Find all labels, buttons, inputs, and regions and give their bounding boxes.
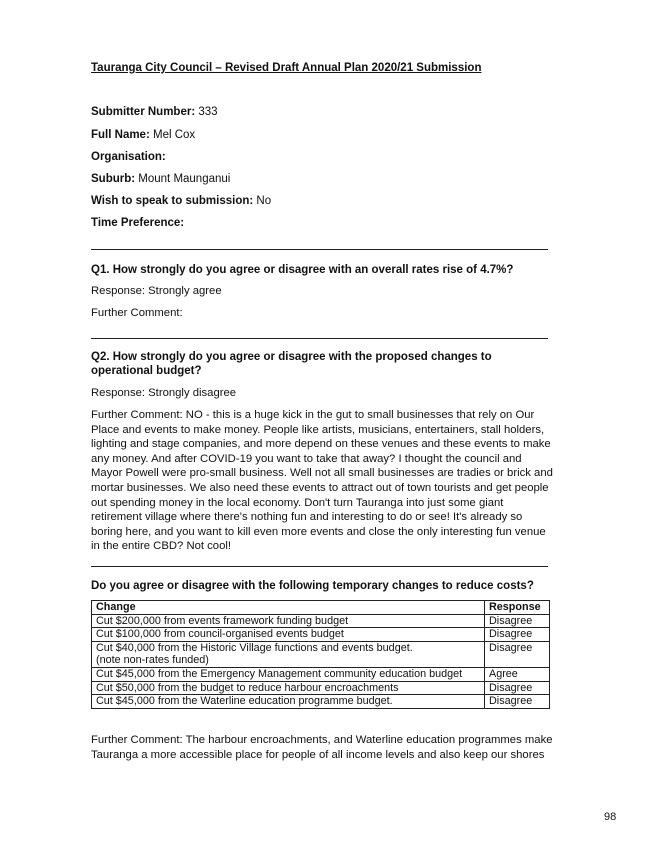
wish-to-speak-value: No xyxy=(256,195,272,207)
q1-question: Q1. How strongly do you agree or disagree with an overall rates rise of 4.7%? xyxy=(91,264,514,276)
document-title: Tauranga City Council – Revised Draft Annual Plan 2020/21 Submission xyxy=(91,62,482,74)
q2-question: Q2. How strongly do you agree or disagree with the proposed changes to operational budget? xyxy=(91,351,492,377)
table-row xyxy=(92,681,550,695)
change-cell: Cut $50,000 from the budget to reduce harbour encroachments xyxy=(92,681,485,695)
page-number: 98 xyxy=(604,811,617,823)
suburb xyxy=(91,173,230,185)
table-row xyxy=(92,614,550,628)
change-cell: Cut $45,000 from the Waterline education programme budget. xyxy=(92,695,485,709)
change-cell xyxy=(92,641,485,667)
change-cell: Cut $100,000 from council-organised events budget xyxy=(92,628,485,642)
change-cell: Cut $200,000 from events framework funding budget xyxy=(92,614,485,628)
column-header-change: Change xyxy=(92,601,485,615)
wish-to-speak xyxy=(91,195,271,207)
change-text: Cut $40,000 from the Historic Village functions and events budget. xyxy=(96,641,413,654)
response-cell: Disagree xyxy=(485,695,550,709)
submitter-number-value: 333 xyxy=(198,106,218,118)
full-name-label: Full Name: xyxy=(91,129,150,141)
table-row xyxy=(92,667,550,681)
cost-changes-table xyxy=(91,600,550,709)
full-name-value: Mel Cox xyxy=(153,129,196,141)
suburb-value: Mount Maunganui xyxy=(138,173,231,185)
submitter-number xyxy=(91,106,218,118)
q3-question: Do you agree or disagree with the following temporary changes to reduce costs? xyxy=(91,580,534,592)
q2-response: Response: Strongly disagree xyxy=(91,387,237,399)
full-name xyxy=(91,129,195,141)
response-cell: Disagree xyxy=(485,681,550,695)
response-cell: Disagree xyxy=(485,641,550,667)
organisation-label: Organisation: xyxy=(91,151,166,163)
table-row xyxy=(92,628,550,642)
q1-response: Response: Strongly agree xyxy=(91,285,222,297)
q2-comment: Further Comment: NO - this is a huge kick in the gut to small businesses that rely on Our Place and events to make money. People like artists, musicians, entertainers, stall holders, lighting and stage companies, and more depend on these venues and these events to make any money. And after COVID-19 you want to take that away? I thought the council and Mayor Powell were pro-small business. Well not all small businesses are tradies or brick and mortar businesses. We also need these events to attract out of town tourists and get people out spending money in the local economy. Don't turn Tauranga into just some giant retirement village where there's nothing fun and interesting to do or see! It's already so boring here, and you want to kill even more events and close the only interesting fun venue in the entire CBD? Not cool! xyxy=(91,409,553,553)
table-header-row xyxy=(92,601,550,615)
response-cell: Disagree xyxy=(485,628,550,642)
column-header-response: Response xyxy=(485,601,550,615)
table-row xyxy=(92,695,550,709)
response-cell: Disagree xyxy=(485,614,550,628)
time-preference-label: Time Preference: xyxy=(91,217,185,229)
submitter-number-label: Submitter Number: xyxy=(91,106,196,118)
divider xyxy=(91,338,548,339)
suburb-label: Suburb: xyxy=(91,173,136,185)
wish-to-speak-label: Wish to speak to submission: xyxy=(91,195,254,207)
q1-comment: Further Comment: xyxy=(91,307,183,319)
change-cell: Cut $45,000 from the Emergency Management community education budget xyxy=(92,667,485,681)
time-preference xyxy=(91,217,184,229)
divider xyxy=(91,566,548,567)
table-row xyxy=(92,641,550,667)
organisation xyxy=(91,151,166,163)
q3-comment: Further Comment: The harbour encroachments, and Waterline education programmes make Tauranga a more accessible place for people of all income levels and also keep our shores xyxy=(91,734,553,761)
change-note: (note non-rates funded) xyxy=(96,654,209,667)
divider xyxy=(91,249,548,250)
response-cell: Agree xyxy=(485,667,550,681)
